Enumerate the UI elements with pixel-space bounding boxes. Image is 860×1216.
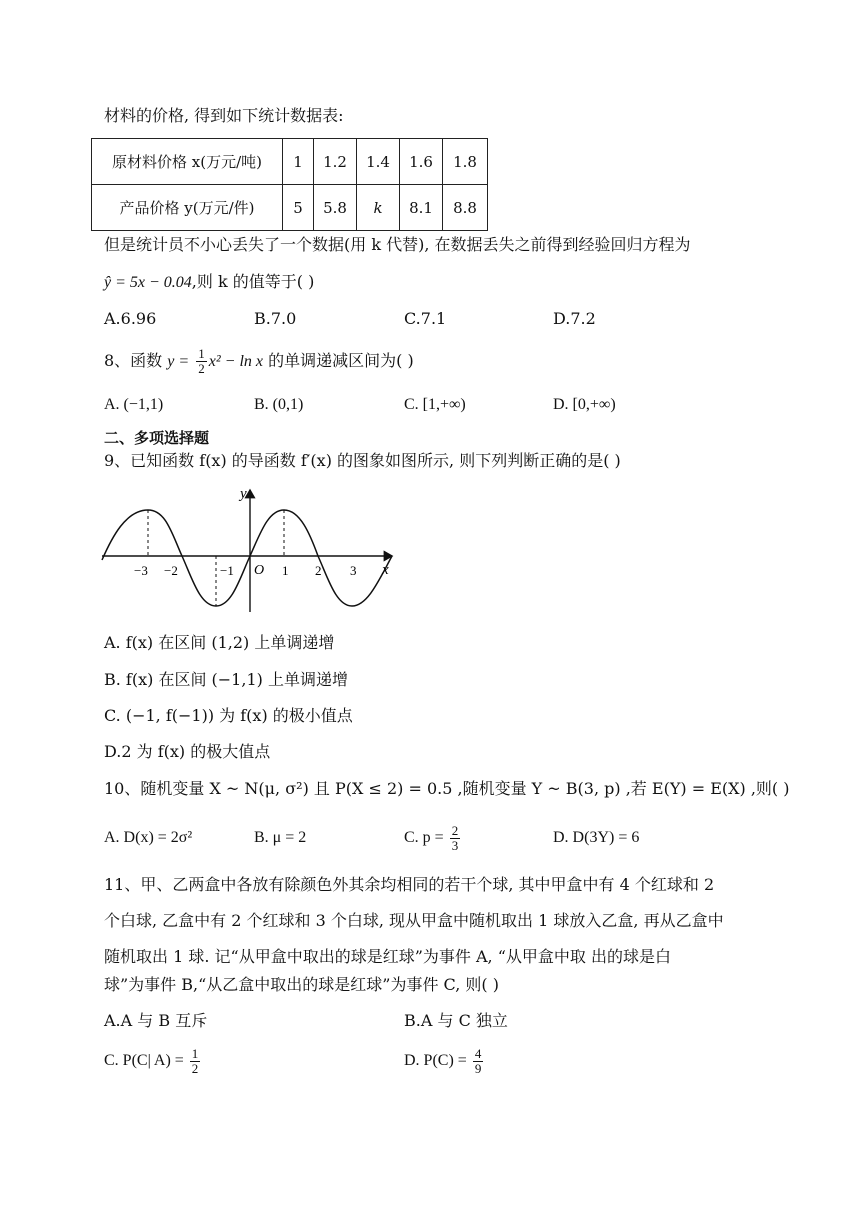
- q11-option-a[interactable]: A.A 与 B 互斥: [104, 1011, 208, 1030]
- q9-stem: 9、已知函数 f(x) 的导函数 f′(x) 的图象如图所示, 则下列判断正确的是( ): [104, 451, 621, 470]
- q10-option-c[interactable]: [404, 820, 462, 856]
- table-cell: 1.2: [314, 139, 357, 185]
- q7-option-c[interactable]: C.7.1: [404, 309, 447, 328]
- table-cell: 5: [283, 185, 314, 231]
- y-axis-label: y: [240, 486, 247, 502]
- tick-label: −2: [164, 563, 178, 578]
- q10-option-a[interactable]: A. D(x) = 2σ²: [104, 829, 193, 846]
- fraction-denominator: 3: [451, 837, 459, 853]
- fraction-denominator: 2: [191, 1060, 199, 1076]
- q7-suffix: ,则 k 的值等于( ): [191, 272, 315, 291]
- section-heading: 二、多项选择题: [104, 429, 210, 447]
- q11-option-d-fraction: [473, 1047, 484, 1076]
- intro-line: 材料的价格, 得到如下统计数据表:: [104, 106, 344, 125]
- row2-label: 产品价格 y(万元/件): [92, 185, 283, 231]
- q10-stem: 10、随机变量 X ~ N(μ, σ²) 且 P(X ≤ 2) = 0.5 ,随机变量 Y ~ B(3, p) ,若 E(Y) = E(X) ,则( ): [104, 779, 790, 798]
- table-cell: 8.8: [443, 185, 488, 231]
- tick-label: 3: [350, 563, 357, 578]
- q10-option-d[interactable]: D. D(3Y) = 6: [553, 829, 640, 846]
- tick-label: 1: [282, 563, 289, 578]
- tick-label: 2: [315, 563, 322, 578]
- q11-option-d-prefix: D. P(C) =: [404, 1052, 467, 1069]
- fraction-numerator: 1: [198, 346, 205, 361]
- q10-option-b[interactable]: B. μ = 2: [254, 829, 307, 846]
- price-table: [91, 138, 488, 231]
- derivative-graph: [96, 482, 406, 614]
- q11-option-c-prefix: C. P(C| A) =: [104, 1052, 184, 1069]
- q7-option-d[interactable]: D.7.2: [553, 309, 596, 328]
- q11-line3: 随机取出 1 球. 记“从甲盒中取出的球是红球”为事件 A, “从甲盒中取 出的球是白: [104, 947, 671, 966]
- x-axis-label: x: [382, 562, 389, 578]
- tick-label: −3: [134, 563, 148, 578]
- q11-option-d[interactable]: [404, 1043, 485, 1079]
- table-cell: 1.4: [357, 139, 400, 185]
- q8-option-d[interactable]: D. [0,+∞): [553, 396, 616, 413]
- q11-line4: 球”为事件 B,“从乙盒中取出的球是红球”为事件 C, 则( ): [104, 975, 499, 994]
- table-cell: 1.6: [400, 139, 443, 185]
- fraction-denominator: 9: [474, 1060, 482, 1076]
- fraction-numerator: 4: [474, 1045, 482, 1061]
- fraction-denominator: 2: [198, 361, 205, 376]
- q7-option-a[interactable]: A.6.96: [104, 309, 157, 328]
- regression-equation: ŷ = 5x − 0.04: [104, 274, 192, 291]
- table-cell: 8.1: [400, 185, 443, 231]
- q8-function-lhs: y =: [167, 353, 190, 370]
- q8-fraction: [196, 347, 207, 376]
- row1-label: 原材料价格 x(万元/吨): [92, 139, 283, 185]
- q7-text-line1: 但是统计员不小心丢失了一个数据(用 k 代替), 在数据丢失之前得到经验回归方程为: [104, 235, 691, 254]
- q8-function-rest: x² − ln x: [208, 353, 264, 370]
- origin-label: O: [254, 563, 265, 578]
- q11-option-c-fraction: [190, 1047, 201, 1076]
- q8-option-b[interactable]: B. (0,1): [254, 396, 304, 413]
- q8-option-c[interactable]: C. [1,+∞): [404, 396, 466, 413]
- table-cell: 1.8: [443, 139, 488, 185]
- q11-line2: 个白球, 乙盒中有 2 个红球和 3 个白球, 现从甲盒中随机取出 1 球放入乙盒, 再从乙盒中: [104, 911, 724, 930]
- q10-option-c-prefix: C. p =: [404, 829, 444, 846]
- table-cell: 1: [283, 139, 314, 185]
- q8-option-a[interactable]: A. (−1,1): [104, 396, 164, 413]
- fraction-numerator: 1: [191, 1045, 199, 1061]
- q11-line1: 11、甲、乙两盒中各放有除颜色外其余均相同的若干个球, 其中甲盒中有 4 个红球和 2: [104, 875, 715, 894]
- tick-label: −1: [220, 563, 234, 578]
- q9-option-d[interactable]: D.2 为 f(x) 的极大值点: [104, 742, 271, 761]
- q8-prefix: 8、函数: [104, 351, 163, 370]
- q10-option-c-fraction: [450, 824, 461, 853]
- q11-option-b[interactable]: B.A 与 C 独立: [404, 1011, 508, 1030]
- table-row: [92, 139, 488, 185]
- q9-option-a[interactable]: A. f(x) 在区间 (1,2) 上单调递增: [104, 633, 335, 652]
- q11-option-c[interactable]: [104, 1043, 202, 1079]
- q8-stem: [104, 346, 414, 377]
- table-row: [92, 185, 488, 231]
- q8-suffix: 的单调递减区间为( ): [268, 351, 414, 370]
- q9-option-b[interactable]: B. f(x) 在区间 (−1,1) 上单调递增: [104, 670, 348, 689]
- fraction-numerator: 2: [451, 822, 459, 838]
- table-cell: k: [357, 185, 400, 231]
- table-cell: 5.8: [314, 185, 357, 231]
- derivative-curve: [102, 510, 392, 606]
- q7-option-b[interactable]: B.7.0: [254, 309, 297, 328]
- q9-option-c[interactable]: C. (−1, f(−1)) 为 f(x) 的极小值点: [104, 706, 353, 725]
- q7-text-line2: [104, 272, 314, 293]
